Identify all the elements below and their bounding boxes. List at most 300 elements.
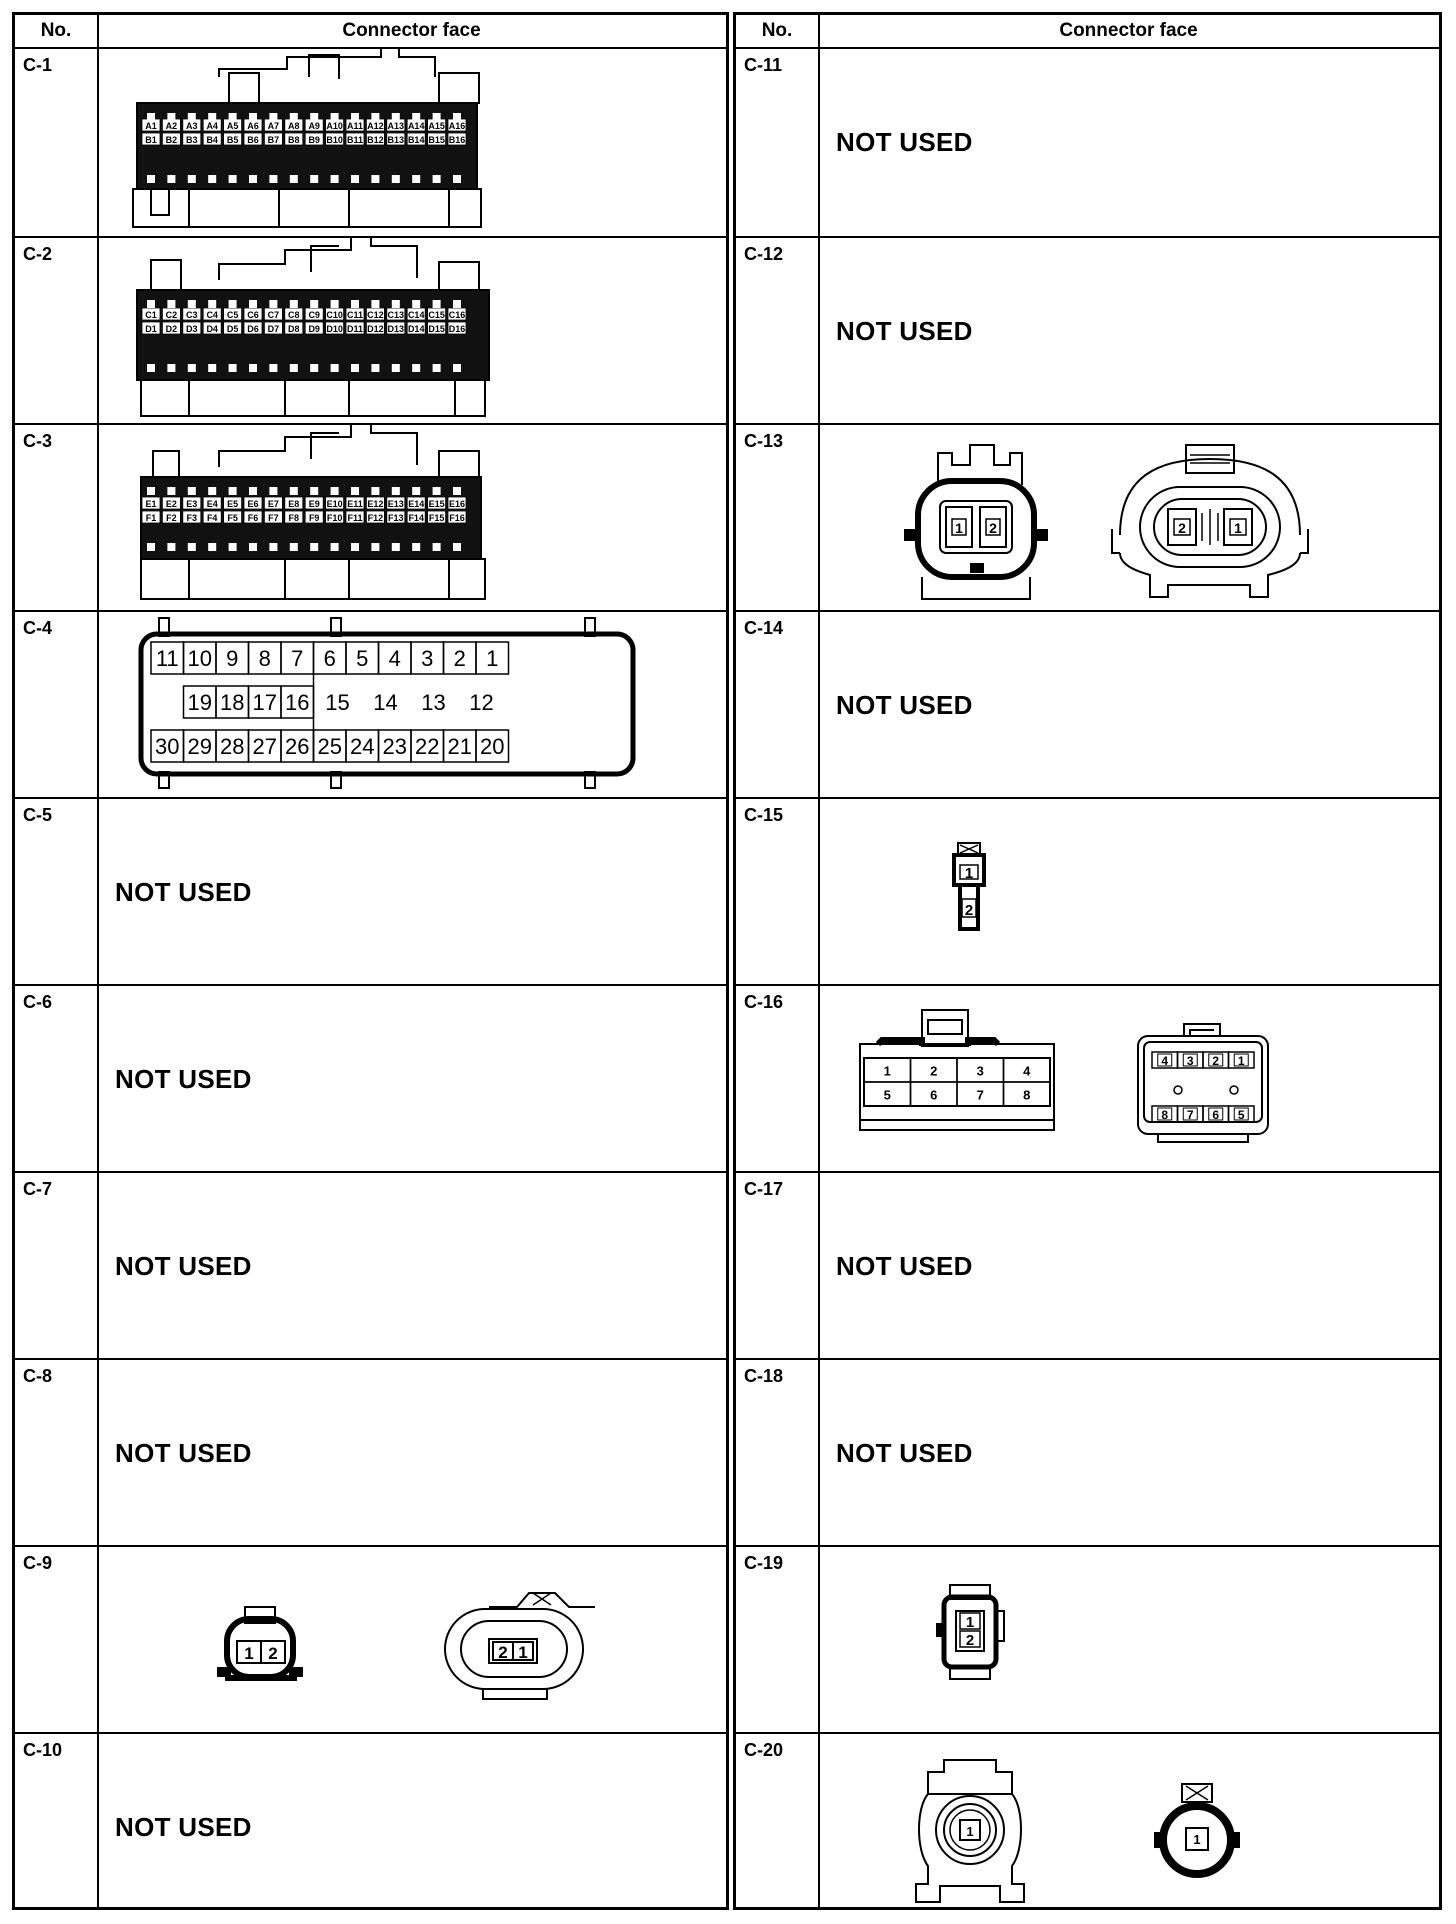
pin-dot	[188, 175, 196, 183]
connector-face-c-1	[99, 49, 726, 234]
pin-label: 2	[498, 1643, 508, 1662]
pin-dot	[453, 113, 461, 121]
pin-label: 24	[350, 734, 375, 759]
header-no: No.	[40, 20, 72, 41]
pin-label: F6	[247, 513, 259, 523]
pin-label: 6	[1212, 1108, 1220, 1122]
two-pin-connector-c-15-drawing	[820, 799, 1440, 984]
pin-label: 15	[325, 690, 350, 715]
pin-label: E8	[288, 499, 300, 509]
pin-label: 2	[989, 520, 997, 536]
pin-label: 1	[965, 1614, 975, 1631]
row-c-18	[736, 1358, 1439, 1547]
pin-label: 2	[930, 1063, 938, 1079]
row-c-11	[736, 49, 1439, 236]
pin-dot	[371, 300, 379, 308]
pin-label: 11	[155, 646, 179, 671]
pin-dot	[208, 487, 216, 495]
pin-dot	[433, 300, 441, 308]
pin-label: C4	[206, 310, 218, 320]
pin-dot	[229, 300, 237, 308]
pin-dot	[269, 113, 277, 121]
pin-label: C15	[428, 310, 445, 320]
pin-dot	[310, 543, 318, 551]
pin-dot	[412, 113, 420, 121]
pin-dot	[167, 543, 175, 551]
pin-label: B9	[308, 135, 320, 145]
connector-id: C-11	[744, 55, 783, 75]
pin-label: E1	[145, 499, 157, 509]
pin-label: D1	[145, 324, 157, 334]
connector-sheet	[12, 12, 1442, 1910]
pin-label: A1	[145, 121, 157, 131]
pin-dot	[290, 113, 298, 121]
pin-label: 4	[1023, 1063, 1031, 1079]
pin-label: 23	[382, 734, 407, 759]
pin-label: D3	[186, 324, 198, 334]
row-c-2	[15, 236, 726, 425]
pin-label: B14	[407, 135, 425, 145]
pin-dot	[290, 300, 298, 308]
pin-label: C9	[308, 310, 320, 320]
pin-dot	[392, 175, 400, 183]
pin-dot	[433, 543, 441, 551]
pin-label: B2	[165, 135, 178, 145]
pin-dot	[310, 487, 318, 495]
pin-dot	[453, 487, 461, 495]
row-c-15	[736, 797, 1439, 986]
pin-dot	[433, 364, 441, 372]
pin-label: 7	[1186, 1108, 1194, 1122]
connector-id: C-15	[744, 805, 784, 825]
connector-id: C-9	[23, 1553, 53, 1573]
left-rows	[15, 49, 726, 1907]
row-c-19	[736, 1545, 1439, 1734]
pin-dot	[208, 113, 216, 121]
pin-dot	[310, 175, 318, 183]
pin-dot	[351, 300, 359, 308]
pin-label: 1	[1237, 1054, 1245, 1068]
pin-label: C6	[247, 310, 259, 320]
pin-label: D2	[165, 324, 178, 334]
row-c-5	[15, 797, 726, 986]
pin-dot	[351, 543, 359, 551]
pin-dot	[331, 175, 339, 183]
pin-label: F14	[408, 513, 424, 523]
pin-label: B3	[186, 135, 198, 145]
connector-face-c-2	[99, 238, 726, 423]
pin-dot	[453, 300, 461, 308]
pin-label: 1	[244, 1644, 254, 1663]
pin-label: B4	[206, 135, 218, 145]
pin-dot	[208, 300, 216, 308]
pin-label: 27	[252, 734, 277, 759]
pin-label: B5	[226, 135, 239, 145]
pin-label: A11	[346, 121, 364, 131]
pin-dot	[229, 364, 237, 372]
pin-dot	[290, 487, 298, 495]
connector-id: C-5	[23, 805, 53, 825]
pin-label: C13	[387, 310, 405, 320]
pin-dot	[269, 487, 277, 495]
connector-face-c-9	[99, 1547, 726, 1732]
pin-label: 7	[976, 1087, 984, 1103]
connector-id: C-18	[744, 1366, 784, 1386]
pin-label: 2	[1178, 520, 1186, 536]
pin-label: D12	[367, 324, 384, 334]
pin-label: D9	[308, 324, 320, 334]
pin-label: A9	[308, 121, 320, 131]
pin-label: 9	[226, 646, 239, 671]
one-pin-connector-c-20-drawing	[820, 1734, 1440, 1919]
connector-id: C-2	[23, 244, 53, 264]
pin-label: C14	[407, 310, 425, 320]
pin-label: E14	[408, 499, 425, 509]
pin-label: C11	[346, 310, 364, 320]
pin-label: E9	[308, 499, 320, 509]
pin-label: F16	[449, 513, 465, 523]
pin-dot	[188, 113, 196, 121]
pin-label: A2	[165, 121, 178, 131]
not-used-label: NOT USED	[115, 877, 252, 907]
pin-dot	[147, 175, 155, 183]
pin-label: F8	[288, 513, 300, 523]
pin-label: 17	[252, 690, 277, 715]
pin-dot	[229, 175, 237, 183]
pin-dot	[188, 487, 196, 495]
pin-dot	[167, 364, 175, 372]
row-c-16	[736, 984, 1439, 1173]
pin-label: D15	[428, 324, 445, 334]
pin-dot	[188, 364, 196, 372]
pin-label: C2	[165, 310, 178, 320]
pin-label: 5	[356, 646, 369, 671]
pin-label: E5	[227, 499, 239, 509]
pin-dot	[371, 113, 379, 121]
pin-label: F15	[428, 513, 445, 523]
row-c-3	[15, 423, 726, 612]
pin-label: E12	[367, 499, 384, 509]
pin-label: F2	[166, 513, 177, 523]
pin-label: 7	[291, 646, 304, 671]
connector-id: C-1	[23, 55, 53, 75]
connector-face-c-15	[820, 799, 1439, 984]
pin-dot	[229, 543, 237, 551]
connector-id: C-10	[23, 1740, 63, 1760]
pin-dot	[331, 113, 339, 121]
pin-label: E7	[267, 499, 279, 509]
connector-id: C-6	[23, 992, 53, 1012]
pin-dot	[412, 300, 420, 308]
connector-face-c-3	[99, 425, 726, 610]
pin-dot	[249, 364, 257, 372]
connector-id: C-3	[23, 431, 53, 451]
pin-dot	[453, 364, 461, 372]
pin-dot	[290, 364, 298, 372]
left-header	[15, 15, 726, 49]
pin-label: B11	[346, 135, 364, 145]
pin-label: 8	[258, 646, 271, 671]
pin-label: 1	[966, 1824, 974, 1839]
pin-dot	[412, 487, 420, 495]
pin-label: F13	[388, 513, 404, 523]
pin-label: D10	[326, 324, 343, 334]
pin-dot	[147, 113, 155, 121]
connector-id: C-7	[23, 1179, 53, 1199]
pin-dot	[147, 487, 155, 495]
not-used-label: NOT USED	[115, 1064, 252, 1094]
pin-dot	[167, 113, 175, 121]
connector-face-c-16	[820, 986, 1439, 1171]
ecu-connector-c-2-drawing	[99, 238, 719, 423]
pin-label: 4	[1161, 1054, 1169, 1068]
pin-dot	[310, 364, 318, 372]
pin-label: 3	[1186, 1054, 1194, 1068]
pin-dot	[371, 487, 379, 495]
pin-label: A13	[387, 121, 405, 131]
pin-label: E13	[387, 499, 404, 509]
pin-label: F11	[347, 513, 363, 523]
pin-label: 8	[1023, 1087, 1031, 1103]
pin-dot	[147, 300, 155, 308]
pin-label: B1	[145, 135, 157, 145]
pin-label: F5	[227, 513, 238, 523]
row-c-4	[15, 610, 726, 799]
row-c-14	[736, 610, 1439, 799]
pin-label: 6	[930, 1087, 938, 1103]
pin-dot	[412, 543, 420, 551]
pin-dot	[392, 364, 400, 372]
ecu-connector-c-1-drawing	[99, 49, 719, 234]
pin-label: 2	[268, 1644, 278, 1663]
pin-dot	[167, 175, 175, 183]
not-used-label: NOT USED	[115, 1812, 252, 1842]
pin-dot	[433, 487, 441, 495]
pin-label: E4	[206, 499, 218, 509]
pin-label: 1	[486, 646, 499, 671]
pin-dot	[371, 175, 379, 183]
pin-dot	[310, 113, 318, 121]
right-header	[736, 15, 1439, 49]
connector-id: C-20	[744, 1740, 784, 1760]
pin-dot	[249, 487, 257, 495]
pin-label: 6	[323, 646, 336, 671]
row-c-20	[736, 1732, 1439, 1921]
connector-id: C-19	[744, 1553, 784, 1573]
two-pin-connector-c-13-drawing	[820, 425, 1440, 610]
pin-label: 4	[388, 646, 401, 671]
pin-label: F4	[206, 513, 218, 523]
pin-dot	[412, 175, 420, 183]
row-c-1	[15, 49, 726, 236]
pin-label: 5	[1237, 1108, 1245, 1122]
not-used-label: NOT USED	[836, 316, 973, 346]
not-used-label: NOT USED	[115, 1438, 252, 1468]
pin-label: A7	[267, 121, 280, 131]
pin-label: 19	[187, 690, 212, 715]
pin-label: 14	[373, 690, 398, 715]
pin-dot	[249, 113, 257, 121]
pin-label: E16	[448, 499, 466, 509]
connector-id: C-13	[744, 431, 784, 451]
pin-label: A5	[226, 121, 239, 131]
pin-dot	[453, 175, 461, 183]
pin-label: 2	[1212, 1054, 1220, 1068]
connector-id: C-12	[744, 244, 784, 264]
pin-label: F7	[268, 513, 279, 523]
pin-dot	[229, 487, 237, 495]
pin-label: C10	[326, 310, 343, 320]
pin-label: F1	[145, 513, 157, 523]
pin-label: B16	[448, 135, 466, 145]
pin-label: E10	[326, 499, 343, 509]
pin-label: B12	[367, 135, 384, 145]
pin-label: 1	[518, 1643, 528, 1662]
pin-dot	[249, 543, 257, 551]
pin-label: 30	[155, 734, 180, 759]
pin-label: F3	[186, 513, 198, 523]
row-c-7	[15, 1171, 726, 1360]
pin-label: 3	[421, 646, 434, 671]
pin-label: 20	[480, 734, 505, 759]
pin-dot	[351, 113, 359, 121]
pin-label: D6	[247, 324, 259, 334]
pin-label: C5	[226, 310, 239, 320]
pin-label: C3	[186, 310, 198, 320]
pin-dot	[208, 543, 216, 551]
pin-label: A3	[186, 121, 198, 131]
pin-dot	[188, 300, 196, 308]
pin-label: F9	[308, 513, 320, 523]
pin-dot	[269, 175, 277, 183]
pin-label: A8	[288, 121, 300, 131]
pin-label: 1	[964, 865, 974, 882]
pin-dot	[433, 113, 441, 121]
pin-label: 21	[447, 734, 472, 759]
pin-label: B7	[267, 135, 280, 145]
pin-dot	[331, 364, 339, 372]
row-c-10	[15, 1732, 726, 1921]
pin-label: A6	[247, 121, 259, 131]
connector-face-c-19	[820, 1547, 1439, 1732]
pin-label: 10	[187, 646, 212, 671]
pin-label: E2	[165, 499, 177, 509]
pin-label: 5	[883, 1087, 891, 1103]
pin-label: C1	[145, 310, 157, 320]
two-pin-connector-c-9-drawing	[99, 1547, 719, 1732]
pin-label: D11	[346, 324, 364, 334]
not-used-label: NOT USED	[836, 1251, 973, 1281]
pin-dot	[453, 543, 461, 551]
pin-label: 1	[955, 520, 963, 536]
pin-label: D7	[267, 324, 280, 334]
pin-label: 29	[187, 734, 212, 759]
pin-dot	[290, 175, 298, 183]
pin-label: A12	[367, 121, 384, 131]
pin-label: 16	[285, 690, 310, 715]
pin-label: 18	[220, 690, 245, 715]
pin-label: 2	[453, 646, 466, 671]
row-c-17	[736, 1171, 1439, 1360]
pin-dot	[290, 543, 298, 551]
eight-pin-connector-c-16-drawing	[820, 986, 1440, 1171]
pin-label: C7	[267, 310, 280, 320]
pin-dot	[269, 300, 277, 308]
pin-label: D14	[407, 324, 425, 334]
header-no: No.	[761, 20, 793, 41]
pin-dot	[392, 543, 400, 551]
pin-label: B15	[428, 135, 445, 145]
pin-dot	[167, 300, 175, 308]
pin-label: D4	[206, 324, 218, 334]
pin-label: B6	[247, 135, 259, 145]
pin-dot	[331, 300, 339, 308]
pin-label: E6	[247, 499, 259, 509]
pin-dot	[331, 543, 339, 551]
connector-id: C-16	[744, 992, 784, 1012]
connector-id: C-8	[23, 1366, 53, 1386]
pin-label: F12	[367, 513, 384, 523]
header-connector-face: Connector face	[342, 20, 481, 41]
pin-label: E3	[186, 499, 198, 509]
pin-dot	[392, 300, 400, 308]
pin-label: 22	[415, 734, 440, 759]
pin-label: 2	[965, 1632, 975, 1649]
pin-label: B8	[288, 135, 300, 145]
row-c-12	[736, 236, 1439, 425]
not-used-label: NOT USED	[115, 1251, 252, 1281]
row-c-8	[15, 1358, 726, 1547]
pin-label: E15	[428, 499, 445, 509]
pin-dot	[208, 175, 216, 183]
pin-label: 3	[976, 1063, 984, 1079]
right-rows	[736, 49, 1439, 1907]
pin-dot	[392, 487, 400, 495]
right-connector-table	[733, 12, 1442, 1910]
two-pin-connector-c-19-drawing	[820, 1547, 1440, 1732]
row-c-13	[736, 423, 1439, 612]
pin-dot	[147, 543, 155, 551]
pin-dot	[249, 175, 257, 183]
pin-dot	[208, 364, 216, 372]
pin-label: D13	[387, 324, 405, 334]
pin-label: A10	[326, 121, 343, 131]
not-used-label: NOT USED	[836, 690, 973, 720]
pin-label: D8	[288, 324, 300, 334]
pin-label: B10	[326, 135, 343, 145]
pin-dot	[269, 543, 277, 551]
pin-label: A14	[407, 121, 425, 131]
pin-label: 1	[883, 1063, 891, 1079]
connector-face-c-20	[820, 1734, 1439, 1919]
pin-label: C8	[288, 310, 300, 320]
pin-label: 26	[285, 734, 310, 759]
pin-label: E11	[347, 499, 363, 509]
connector-id: C-17	[744, 1179, 784, 1199]
pin-label: 28	[220, 734, 245, 759]
pin-dot	[310, 300, 318, 308]
pin-label: F10	[326, 513, 343, 523]
pin-dot	[433, 175, 441, 183]
pin-dot	[331, 487, 339, 495]
pin-label: A16	[448, 121, 466, 131]
pin-label: 2	[964, 902, 974, 919]
pin-label: C12	[367, 310, 384, 320]
pin-dot	[412, 364, 420, 372]
pin-label: D5	[226, 324, 239, 334]
pin-label: 1	[1234, 520, 1242, 536]
connector-face-c-13	[820, 425, 1439, 610]
